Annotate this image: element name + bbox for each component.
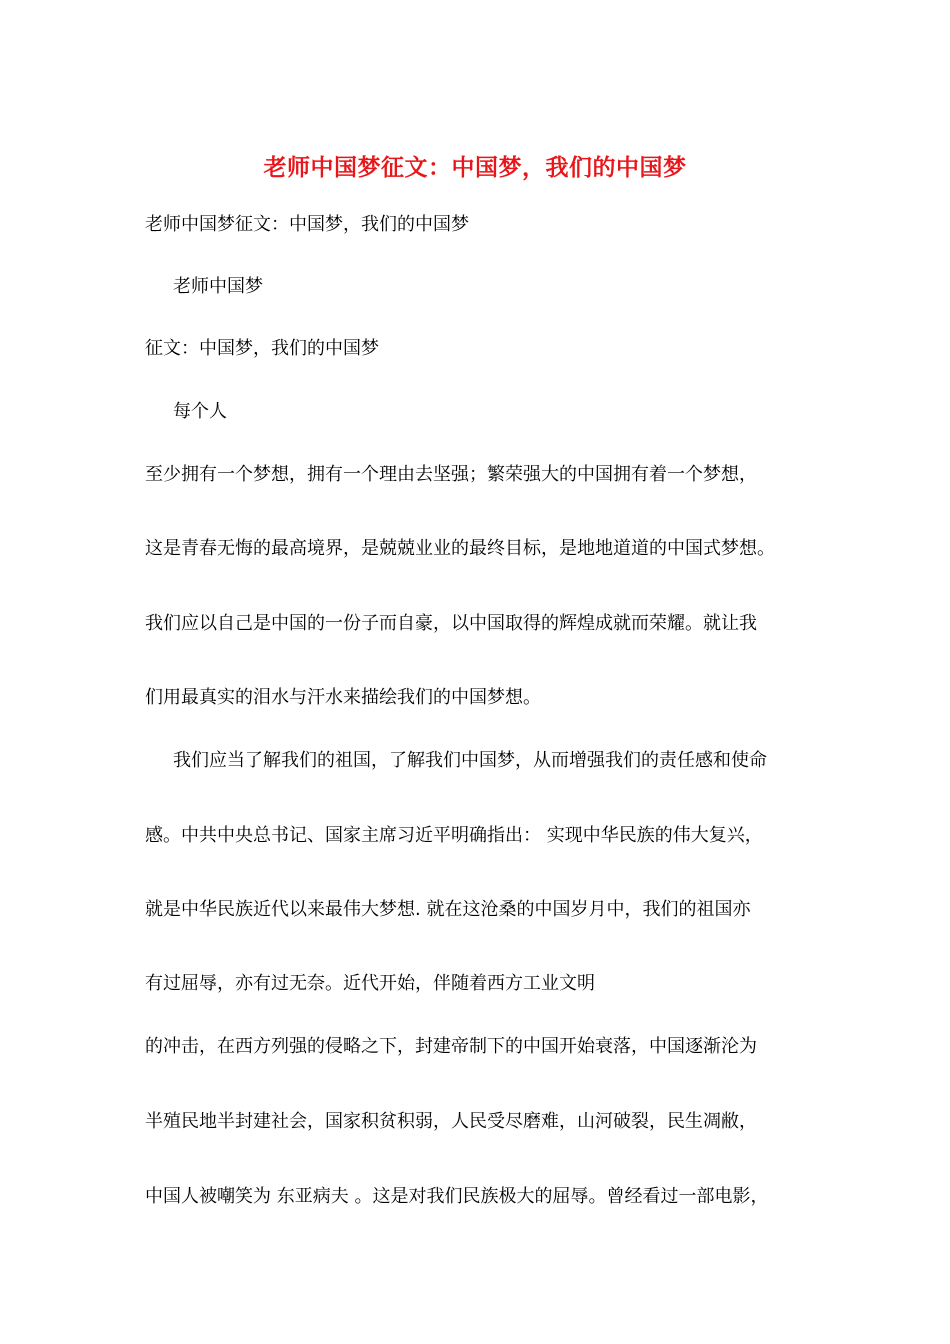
text-line: 的冲击，在西方列强的侵略之下，封建帝制下的中国开始衰落，中国逐渐沦为 xyxy=(145,1036,757,1057)
text-line: 半殖民地半封建社会，国家积贫积弱，人民受尽磨难，山河破裂，民生凋敝， xyxy=(145,1111,757,1132)
text-line: 这是青春无悔的最高境界，是兢兢业业的最终目标，是地地道道的中国式梦想。 xyxy=(145,538,775,559)
text-line: 至少拥有一个梦想，拥有一个理由去坚强；繁荣强大的中国拥有着一个梦想， xyxy=(145,464,757,485)
document-title: 老师中国梦征文：中国梦，我们的中国梦 xyxy=(263,155,687,181)
text-line: 每个人 xyxy=(173,401,227,422)
subtitle-line: 老师中国梦征文：中国梦，我们的中国梦 xyxy=(145,214,469,235)
text-line: 就是中华民族近代以来最伟大梦想. 就在这沧桑的中国岁月中，我们的祖国亦 xyxy=(145,899,751,920)
text-line: 中国人被嘲笑为 东亚病夫 。这是对我们民族极大的屈辱。曾经看过一部电影， xyxy=(145,1186,769,1207)
text-line: 们用最真实的泪水与汗水来描绘我们的中国梦想。 xyxy=(145,687,541,708)
text-line: 感。中共中央总书记、国家主席习近平明确指出： 实现中华民族的伟大复兴， xyxy=(145,825,763,846)
text-line: 有过屈辱，亦有过无奈。近代开始，伴随着西方工业文明 xyxy=(145,973,595,994)
text-line: 我们应以自己是中国的一份子而自豪，以中国取得的辉煌成就而荣耀。就让我 xyxy=(145,613,757,634)
text-line: 征文：中国梦，我们的中国梦 xyxy=(145,338,379,359)
text-line: 我们应当了解我们的祖国，了解我们中国梦，从而增强我们的责任感和使命 xyxy=(173,750,767,771)
text-line: 老师中国梦 xyxy=(173,276,263,297)
